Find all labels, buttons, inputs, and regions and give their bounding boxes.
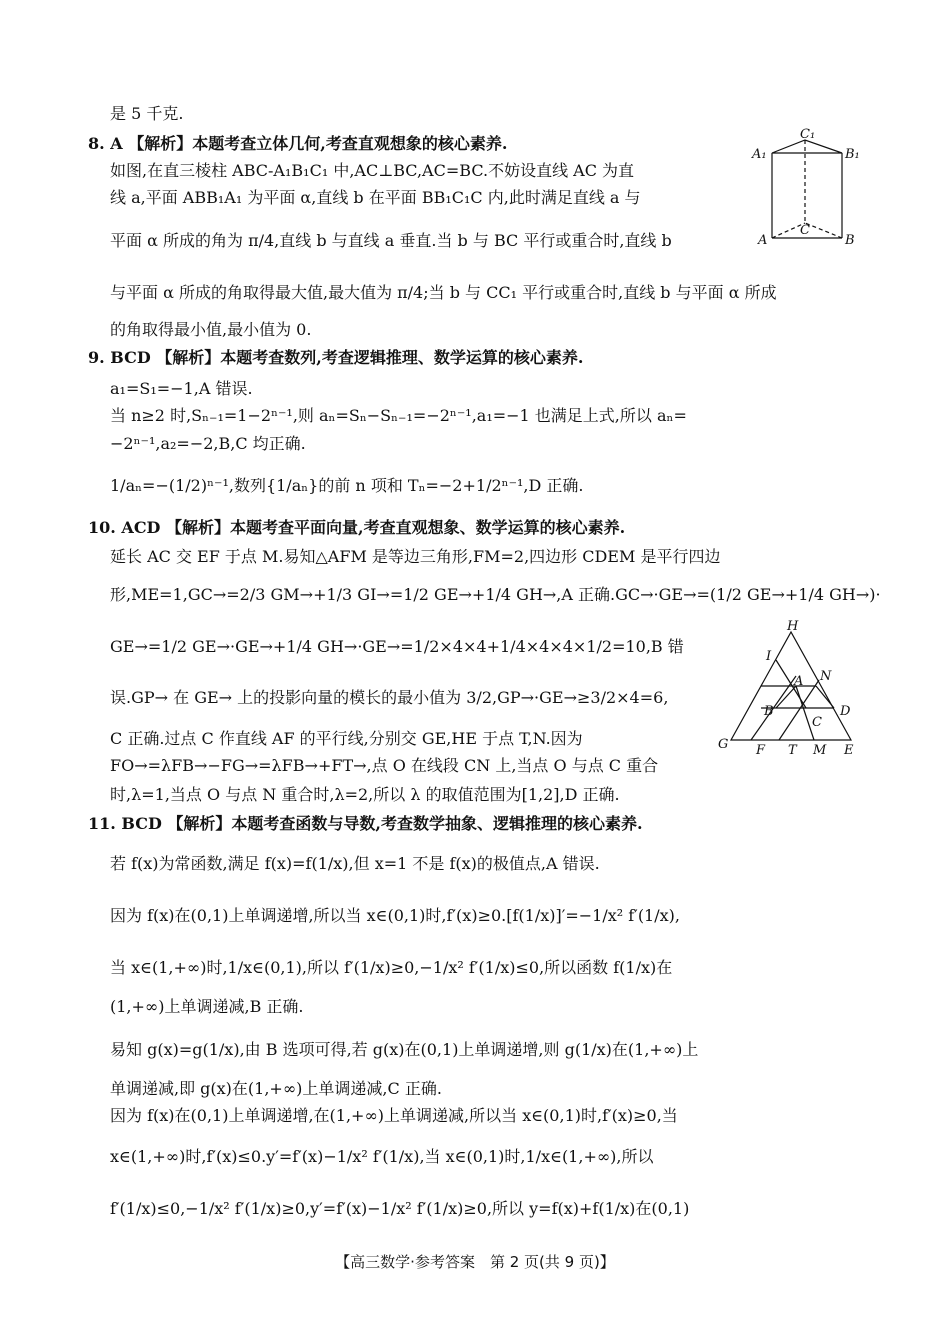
text-line: 因为 f(x)在(0,1)上单调递增,所以当 x∈(0,1)时,f′(x)≥0.[f(1/x)]′=−1/x² f′(1/x), bbox=[110, 906, 680, 925]
text-line: f′(1/x)≤0,−1/x² f′(1/x)≥0,y′=f′(x)−1/x² f′(1/x)≥0,所以 y=f(x)+f(1/x)在(0,1) bbox=[110, 1199, 690, 1218]
label-D: D bbox=[840, 704, 851, 719]
text-line: GE→=1/2 GE→·GE→+1/4 GH→·GE→=1/2×4×4+1/4×4×4×1/2=10,B 错 bbox=[110, 637, 684, 656]
label-A1: A₁ bbox=[752, 147, 767, 162]
label-I: I bbox=[766, 649, 772, 664]
label-A: A bbox=[758, 233, 768, 248]
question-10-header: 10. ACD 【解析】本题考查平面向量,考查直观想象、数学运算的核心素养. bbox=[88, 518, 626, 537]
label-G: G bbox=[718, 737, 729, 752]
text-line: 延长 AC 交 EF 于点 M.易知△AFM 是等边三角形,FM=2,四边形 CDEM 是平行四边 bbox=[110, 547, 721, 566]
text-line: C 正确.过点 C 作直线 AF 的平行线,分别交 GE,HE 于点 T,N.因为 bbox=[110, 729, 583, 748]
text-line: 当 x∈(1,+∞)时,1/x∈(0,1),所以 f′(1/x)≥0,−1/x² f′(1/x)≤0,所以函数 f(1/x)在 bbox=[110, 958, 673, 977]
text-line: (1,+∞)上单调递减,B 正确. bbox=[110, 997, 304, 1016]
text-line: −2ⁿ⁻¹,a₂=−2,B,C 均正确. bbox=[110, 434, 306, 453]
label-C: C bbox=[812, 715, 822, 730]
text-line: 与平面 α 所成的角取得最大值,最大值为 π/4;当 b 与 CC₁ 平行或重合时,直线 b 与平面 α 所成 bbox=[110, 283, 777, 302]
label-B: B bbox=[845, 233, 855, 248]
text-line: x∈(1,+∞)时,f′(x)≤0.y′=f′(x)−1/x² f′(1/x),当 x∈(0,1)时,1/x∈(1,+∞),所以 bbox=[110, 1147, 654, 1166]
text-line: 是 5 千克. bbox=[110, 104, 184, 123]
text-line: 1/aₙ=−(1/2)ⁿ⁻¹,数列{1/aₙ}的前 n 项和 Tₙ=−2+1/2ⁿ⁻¹,D 正确. bbox=[110, 476, 584, 495]
text-line: 时,λ=1,当点 O 与点 N 重合时,λ=2,所以 λ 的取值范围为[1,2],D 正确. bbox=[110, 785, 620, 804]
text-line: 误.GP→ 在 GE→ 上的投影向量的模长的最小值为 3/2,GP→·GE→≥3/2×4=6, bbox=[110, 688, 669, 707]
label-F: F bbox=[756, 743, 766, 758]
label-H: H bbox=[787, 619, 799, 634]
text-line: 易知 g(x)=g(1/x),由 B 选项可得,若 g(x)在(0,1)上单调递增,则 g(1/x)在(1,+∞)上 bbox=[110, 1040, 699, 1059]
label-C: C bbox=[800, 223, 810, 238]
text-line: a₁=S₁=−1,A 错误. bbox=[110, 379, 253, 398]
question-9-header: 9. BCD 【解析】本题考查数列,考查逻辑推理、数学运算的核心素养. bbox=[88, 348, 584, 367]
label-N: N bbox=[820, 669, 832, 684]
question-11-header: 11. BCD 【解析】本题考查函数与导数,考查数学抽象、逻辑推理的核心素养. bbox=[88, 814, 643, 833]
label-T: T bbox=[788, 743, 797, 758]
label-B1: B₁ bbox=[845, 147, 860, 162]
triangle-figure bbox=[716, 618, 866, 760]
page-footer: 【高三数学·参考答案 第 2 页(共 9 页)】 bbox=[335, 1253, 615, 1271]
label-B: B bbox=[764, 704, 774, 719]
prism-figure bbox=[750, 128, 870, 253]
label-A: A bbox=[794, 674, 804, 689]
text-line: 因为 f(x)在(0,1)上单调递增,在(1,+∞)上单调递减,所以当 x∈(0,1)时,f′(x)≥0,当 bbox=[110, 1106, 678, 1125]
text-line: 单调递减,即 g(x)在(1,+∞)上单调递减,C 正确. bbox=[110, 1079, 442, 1098]
text-line: 当 n≥2 时,Sₙ₋₁=1−2ⁿ⁻¹,则 aₙ=Sₙ−Sₙ₋₁=−2ⁿ⁻¹,a₁=−1 也满足上式,所以 aₙ= bbox=[110, 406, 687, 425]
text-line: 如图,在直三棱柱 ABC-A₁B₁C₁ 中,AC⊥BC,AC=BC.不妨设直线 AC 为直 bbox=[110, 161, 635, 180]
label-C1: C₁ bbox=[800, 128, 816, 142]
text-line: 若 f(x)为常函数,满足 f(x)=f(1/x),但 x=1 不是 f(x)的极值点,A 错误. bbox=[110, 854, 600, 873]
text-line: 平面 α 所成的角为 π/4,直线 b 与直线 a 垂直.当 b 与 BC 平行或重合时,直线 b bbox=[110, 231, 672, 250]
text-line: FO→=λFB→−FG→=λFB→+FT→,点 O 在线段 CN 上,当点 O 与点 C 重合 bbox=[110, 756, 659, 775]
question-8-header: 8. A 【解析】本题考查立体几何,考查直观想象的核心素养. bbox=[88, 134, 508, 153]
text-line: 形,ME=1,GC→=2/3 GM→+1/3 GI→=1/2 GE→+1/4 GH→,A 正确.GC→·GE→=(1/2 GE→+1/4 GH→)· bbox=[110, 585, 881, 604]
text-line: 的角取得最小值,最小值为 0. bbox=[110, 320, 312, 339]
label-E: E bbox=[844, 743, 854, 758]
label-M: M bbox=[813, 743, 827, 758]
text-line: 线 a,平面 ABB₁A₁ 为平面 α,直线 b 在平面 BB₁C₁C 内,此时满足直线 a 与 bbox=[110, 188, 641, 207]
